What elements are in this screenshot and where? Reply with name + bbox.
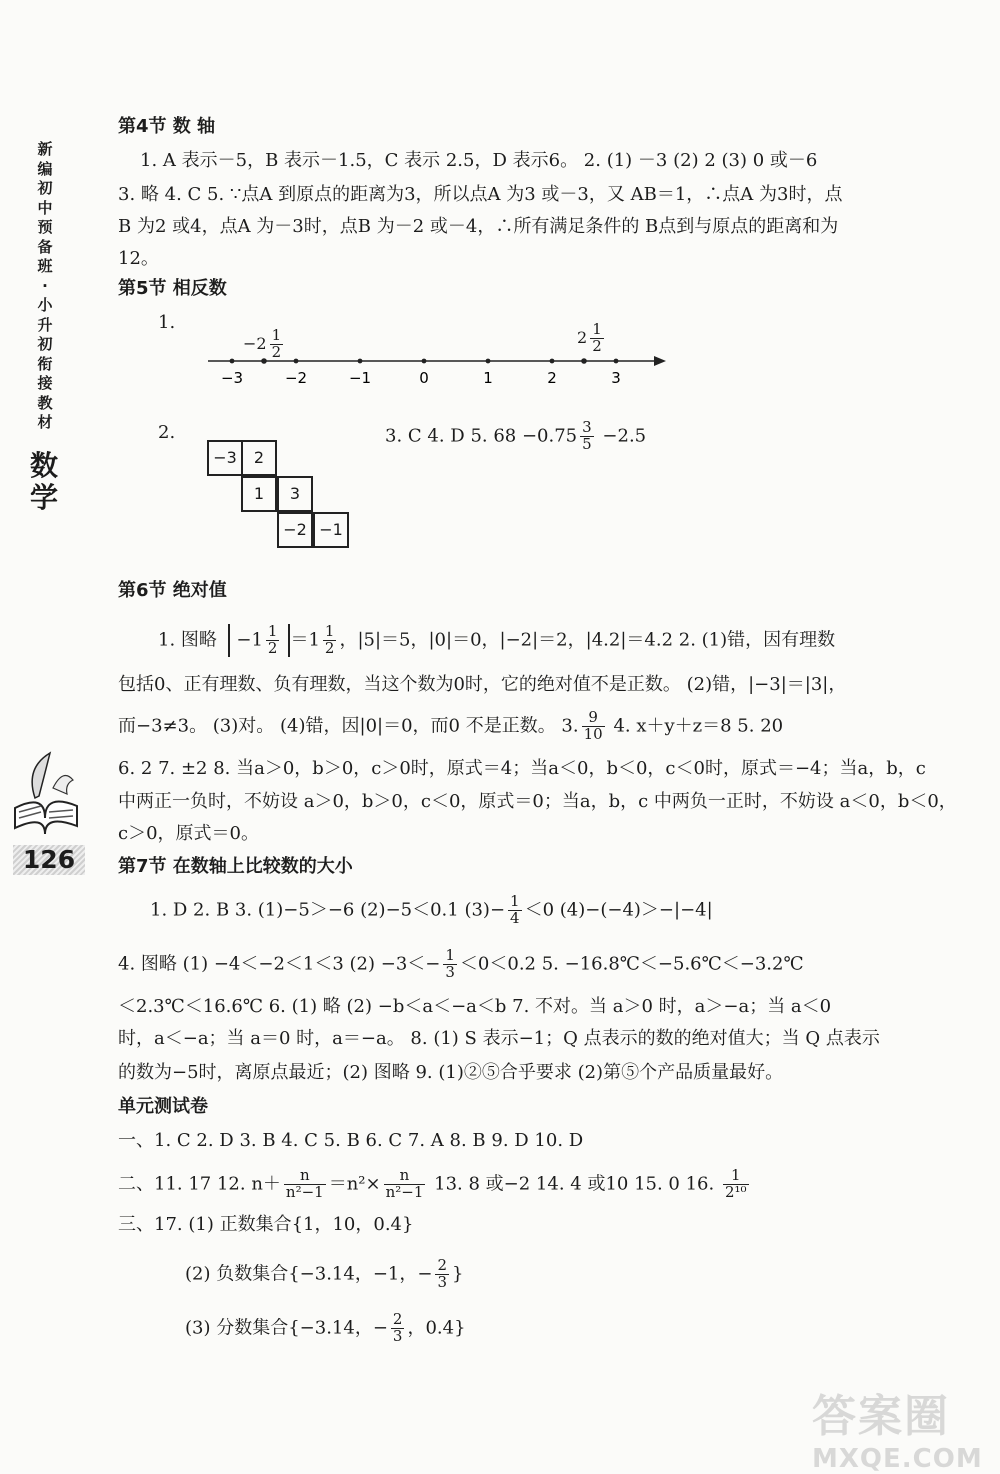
test-row-3: 三、17. (1) 正数集合{1，10，0.4}: [118, 1214, 414, 1235]
grid-cell: −3: [207, 440, 243, 476]
s4-line-2: 3. 略 4. C 5. ∵点A 到原点的距离为3，所以点A 为3 或－3，又 AB＝1，∴点A 为3时，点: [118, 184, 843, 205]
s7-line-3: ＜2.3℃＜16.6℃ 6. (1) 略 (2) −b＜a＜−a＜b 7. 不对。当 a＞0 时，a＞−a；当 a＜0: [118, 996, 832, 1017]
axis-tick: [614, 359, 619, 364]
test-row-1: 一、1. C 2. D 3. B 4. C 5. B 6. C 7. A 8. B 9. D 10. D: [118, 1130, 584, 1151]
s5-q3-line: 3. C 4. D 5. 68 −0.75 $\frac{3}{5}$ −2.5: [385, 418, 647, 453]
s6-line-3: 而−3≠3。 (3)对。 (4)错，因|0|＝0，而0 不是正数。 3. $\frac{9}{10}$ 4. x＋y＋z＝8 5. 20: [118, 708, 784, 743]
book-series-title: 新 编 初 中 预 备 班 · 小 升 初 衔 接 教 材: [37, 140, 53, 431]
axis-tick: [550, 359, 555, 364]
axis-tick: [422, 359, 427, 364]
section-5-heading: 第5节 相反数: [118, 278, 227, 299]
s7-line-5: 的数为−5时，离原点最近；(2) 图略 9. (1)②⑤合乎要求 (2)第⑤个产品质量最好。: [118, 1062, 784, 1083]
s6-line-1: 1. 图略 −1 $\frac{1}{2}$ ＝1 $\frac{1}{2}$ ，|5|＝5，|0|＝0，|−2|＝2，|4.2|＝4.2 2. (1)错，因有理数: [158, 622, 836, 657]
section-7-heading: 第7节 在数轴上比较数的大小: [118, 856, 353, 877]
unit-test-heading: 单元测试卷: [118, 1096, 208, 1117]
marked-point: [581, 358, 587, 364]
book-quill-icon: [5, 748, 85, 838]
s5-q2-label: 2.: [158, 422, 176, 443]
grid-cell: −2: [277, 512, 313, 548]
site-watermark: 答案圈 MXQE.COM: [812, 1391, 983, 1474]
axis-tick-label: 1: [483, 369, 493, 387]
test-row-2: 二、11. 17 12. n＋ $\frac{n}{\text{n²−1}}$ ＝n²× $\frac{n}{\text{n²−1}}$ 13. 8 或−2 14. 4 或10 15. 0 16. $\frac{1}{\text{2¹⁰}}$: [118, 1166, 747, 1201]
s6-line-6: c＞0，原式＝0。: [118, 823, 259, 844]
axis-tick: [358, 359, 363, 364]
s6-line-2: 包括0、正有理数、负有理数，当这个数为0时，它的绝对值不是正数。 (2)错，|−3|＝|3|，: [118, 674, 847, 695]
s6-line-4: 6. 2 7. ±2 8. 当a＞0，b＞0，c＞0时，原式＝4；当a＜0，b＜0，c＜0时，原式＝−4；当a，b，c: [118, 758, 926, 779]
s7-line-1: 1. D 2. B 3. (1)−5＞−6 (2)−5＜0.1 (3)− $\frac{1}{4}$ ＜0 (4)−(−4)＞−|−4|: [150, 892, 713, 927]
point-label-pos-2-half: 2 $\frac{1}{2}$: [577, 320, 602, 355]
s5-q1-label: 1.: [158, 312, 176, 333]
s4-line-3: B 为2 或4，点A 为－3时，点B 为－2 或－4，∴所有满足条件的 B点到与原点的距离和为: [118, 216, 839, 237]
section-6-heading: 第6节 绝对值: [118, 580, 227, 601]
s6-line-5: 中两正一负时，不妨设 a＞0，b＞0，c＜0，原式＝0；当a，b，c 中两负一正时，不妨设 a＜0，b＜0，: [118, 791, 957, 812]
page-number: 126: [13, 845, 85, 875]
grid-cell: 1: [241, 476, 277, 512]
s4-line-4: 12。: [118, 248, 159, 269]
number-grid: [207, 440, 367, 552]
axis-tick: [230, 359, 235, 364]
axis-tick: [486, 359, 491, 364]
axis-tick-label: 0: [419, 369, 429, 387]
section-4-heading: 第4节 数 轴: [118, 116, 216, 137]
axis-tick-label: −1: [348, 369, 372, 387]
subject-label: 数 学: [29, 449, 58, 514]
axis-tick: [294, 359, 299, 364]
axis-tick-label: −3: [220, 369, 244, 387]
s4-line-1: 1. A 表示－5，B 表示－1.5，C 表示 2.5，D 表示6。 2. (1) －3 (2) 2 (3) 0 或－6: [140, 150, 818, 171]
point-label-neg-2-half: −2 $\frac{1}{2}$: [243, 326, 282, 361]
s7-line-2: 4. 图略 (1) −4＜−2＜1＜3 (2) −3＜− $\frac{1}{3}$ ＜0＜0.2 5. −16.8℃＜−5.6℃＜−3.2℃: [118, 946, 804, 981]
axis-tick-label: −2: [284, 369, 308, 387]
grid-cell: 3: [277, 476, 313, 512]
grid-cell: −1: [313, 512, 349, 548]
axis-tick-label: 2: [547, 369, 557, 387]
s7-line-4: 时，a＜−a；当 a＝0 时，a＝−a。 8. (1) S 表示−1；Q 点表示的数的绝对值大；当 Q 点表示: [118, 1028, 880, 1049]
grid-cell: 2: [241, 440, 277, 476]
axis-tick-label: 3: [611, 369, 621, 387]
test-row-4: (2) 负数集合{−3.14，−1，− $\frac{2}{3}$ }: [185, 1256, 464, 1291]
test-row-5: (3) 分数集合{−3.14，− $\frac{2}{3}$ ，0.4}: [185, 1310, 466, 1345]
